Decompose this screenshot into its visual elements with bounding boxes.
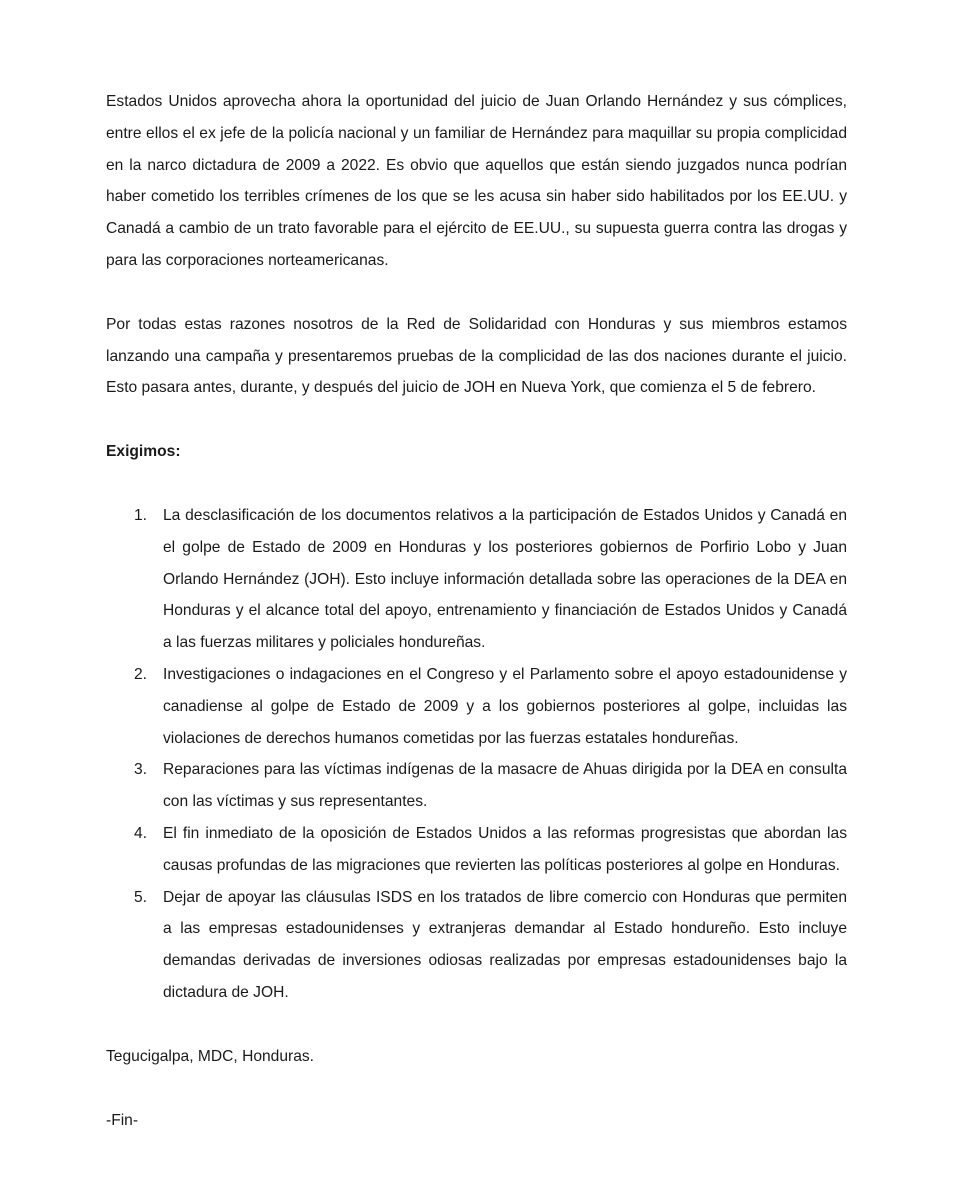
demand-text: Reparaciones para las víctimas indígenas de la masacre de Ahuas dirigida por la DEA en consulta con las víctimas y sus representantes. [163,761,847,811]
demand-text: El fin inmediato de la oposición de Estados Unidos a las reformas progresistas que abordan las causas profundas de las migraciones que revierten las políticas posteriores al golpe en Honduras. [163,824,847,874]
demands-list-container [106,500,847,1009]
demand-text: Dejar de apoyar las cláusulas ISDS en los tratados de libre comercio con Honduras que permiten a las empresas estadounidenses y extranjeras demandar al Estado hondureño. Esto incluye demandas derivadas de inversiones odiosas realizadas por empresas estadounidenses bajo la dictadura de JOH. [163,888,847,1001]
demand-number: 3. [134,761,148,779]
demand-item [106,659,847,754]
demands-heading: Exigimos: [106,443,181,461]
demand-number: 1. [134,506,148,524]
closing-mark: -Fin- [106,1111,139,1129]
demand-item [106,754,847,818]
demand-number: 5. [134,888,148,906]
paragraph-intro: Estados Unidos aprovecha ahora la oportunidad del juicio de Juan Orlando Hernández y sus cómplices, entre ellos el ex jefe de la policía nacional y un familiar de Hernández para maquillar su propia complicidad en la narco dictadura de 2009 a 2022. Es obvio que aquellos que están siendo juzgados nunca podrían haber cometido los terribles crímenes de los que se les acusa sin haber sido habilitados por los EE.UU. y Canadá a cambio de un trato favorable para el ejército de EE.UU., su supuesta guerra contra las drogas y para las corporaciones norteamericanas. [106,93,847,269]
demand-number: 2. [134,665,148,683]
demand-item [106,818,847,882]
demand-text: La desclasificación de los documentos relativos a la participación de Estados Unidos y Canadá en el golpe de Estado de 2009 en Honduras y los posteriores gobiernos de Porfirio Lobo y Juan Orlando Hernández (JOH). Esto incluye información detallada sobre las operaciones de la DEA en Honduras y el alcance total del apoyo, entrenamiento y financiación de Estados Unidos y Canadá a las fuerzas militares y policiales hondureñas. [163,506,847,652]
paragraph-campaign: Por todas estas razones nosotros de la Red de Solidaridad con Honduras y sus miembros estamos lanzando una campaña y presentaremos pruebas de la complicidad de las dos naciones durante el juicio. Esto pasara antes, durante, y después del juicio de JOH en Nueva York, que comienza el 5 de febrero. [106,315,847,397]
demand-item [106,500,847,659]
place-line: Tegucigalpa, MDC, Honduras. [106,1047,315,1065]
demand-number: 4. [134,824,148,842]
demands-list [106,500,847,1009]
demand-text: Investigaciones o indagaciones en el Congreso y el Parlamento sobre el apoyo estadounidense y canadiense al golpe de Estado de 2009 y a los gobiernos posteriores al golpe, incluidas las violaciones de derechos humanos cometidas por las fuerzas estatales hondureñas. [163,665,847,747]
document-page [106,86,847,1136]
demand-item [106,882,847,1009]
